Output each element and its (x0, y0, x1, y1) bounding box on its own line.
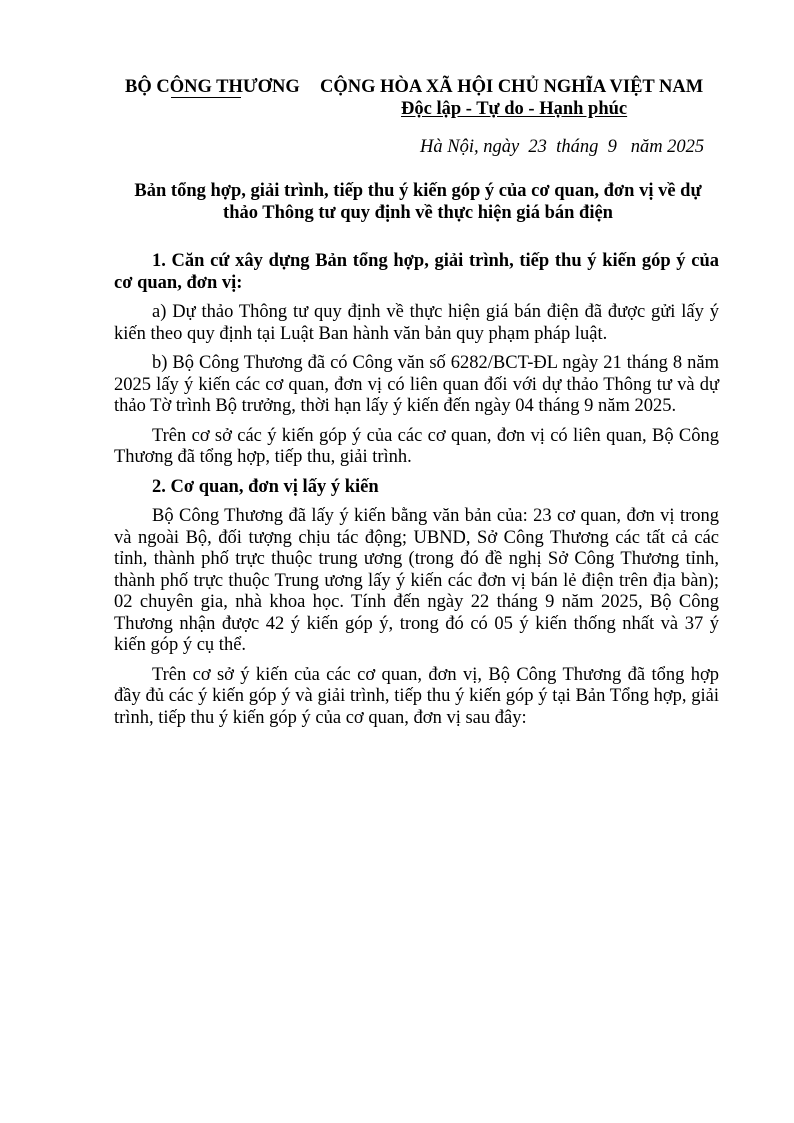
place-date-line: Hà Nội, ngày 23 tháng 9 năm 2025 (420, 137, 705, 157)
section-2-paragraph-2: Trên cơ sở ý kiến của các cơ quan, đơn vị, Bộ Công Thương đã tổng hợp đầy đủ các ý kiến góp ý và giải trình, tiếp thu ý kiến góp ý tại Bản Tổng hợp, giải trình, tiếp thu ý kiến góp ý của cơ quan, đơn vị sau đây: (114, 664, 719, 728)
organization-name: BỘ CÔNG THƯƠNG (125, 77, 300, 97)
section-1-paragraph-b: b) Bộ Công Thương đã có Công văn số 6282/BCT-ĐL ngày 21 tháng 8 năm 2025 lấy ý kiến các cơ quan, đơn vị có liên quan đối với dự thảo Thông tư và dự thảo Tờ trình Bộ trưởng, thời hạn lấy ý kiến đến ngày 04 tháng 9 năm 2025. (114, 353, 719, 416)
section-1-paragraph-summary: Trên cơ sở các ý kiến góp ý của các cơ quan, đơn vị có liên quan, Bộ Công Thương đã tổng hợp, tiếp thu, giải trình. (114, 425, 719, 467)
section-1-paragraph-a: a) Dự thảo Thông tư quy định về thực hiện giá bán điện đã được gửi lấy ý kiến theo quy định tại Luật Ban hành văn bản quy phạm pháp luật. (114, 302, 719, 344)
document-title: Bản tổng hợp, giải trình, tiếp thu ý kiến góp ý của cơ quan, đơn vị về dự thảo Thông tư quy định về thực hiện giá bán điện (134, 181, 702, 223)
section-2-heading: 2. Cơ quan, đơn vị lấy ý kiến (152, 476, 379, 497)
section-2-paragraph-1: Bộ Công Thương đã lấy ý kiến bằng văn bản của: 23 cơ quan, đơn vị trong và ngoài Bộ, đối tượng chịu tác động; UBND, Sở Công Thương các tất cả các tỉnh, thành phố trực thuộc trung ương (trong đó đề nghị Sở Công Thương tỉnh, thành phố trực thuộc Trung ương lấy ý kiến các đơn vị bán lẻ điện trên địa bàn); 02 chuyên gia, nhà khoa học. Tính đến ngày 22 tháng 9 năm 2025, Bộ Công Thương nhận được 42 ý kiến góp ý, trong đó có 05 ý kiến thống nhất và 37 ý kiến góp ý cụ thể. (114, 506, 719, 655)
organization-underline (171, 97, 241, 98)
national-motto: Độc lập - Tự do - Hạnh phúc (401, 99, 628, 119)
national-title: CỘNG HÒA XÃ HỘI CHỦ NGHĨA VIỆT NAM (320, 77, 704, 97)
document-body (114, 251, 719, 737)
section-1-heading: 1. Căn cứ xây dựng Bản tổng hợp, giải trình, tiếp thu ý kiến góp ý của cơ quan, đơn vị: (114, 251, 719, 293)
